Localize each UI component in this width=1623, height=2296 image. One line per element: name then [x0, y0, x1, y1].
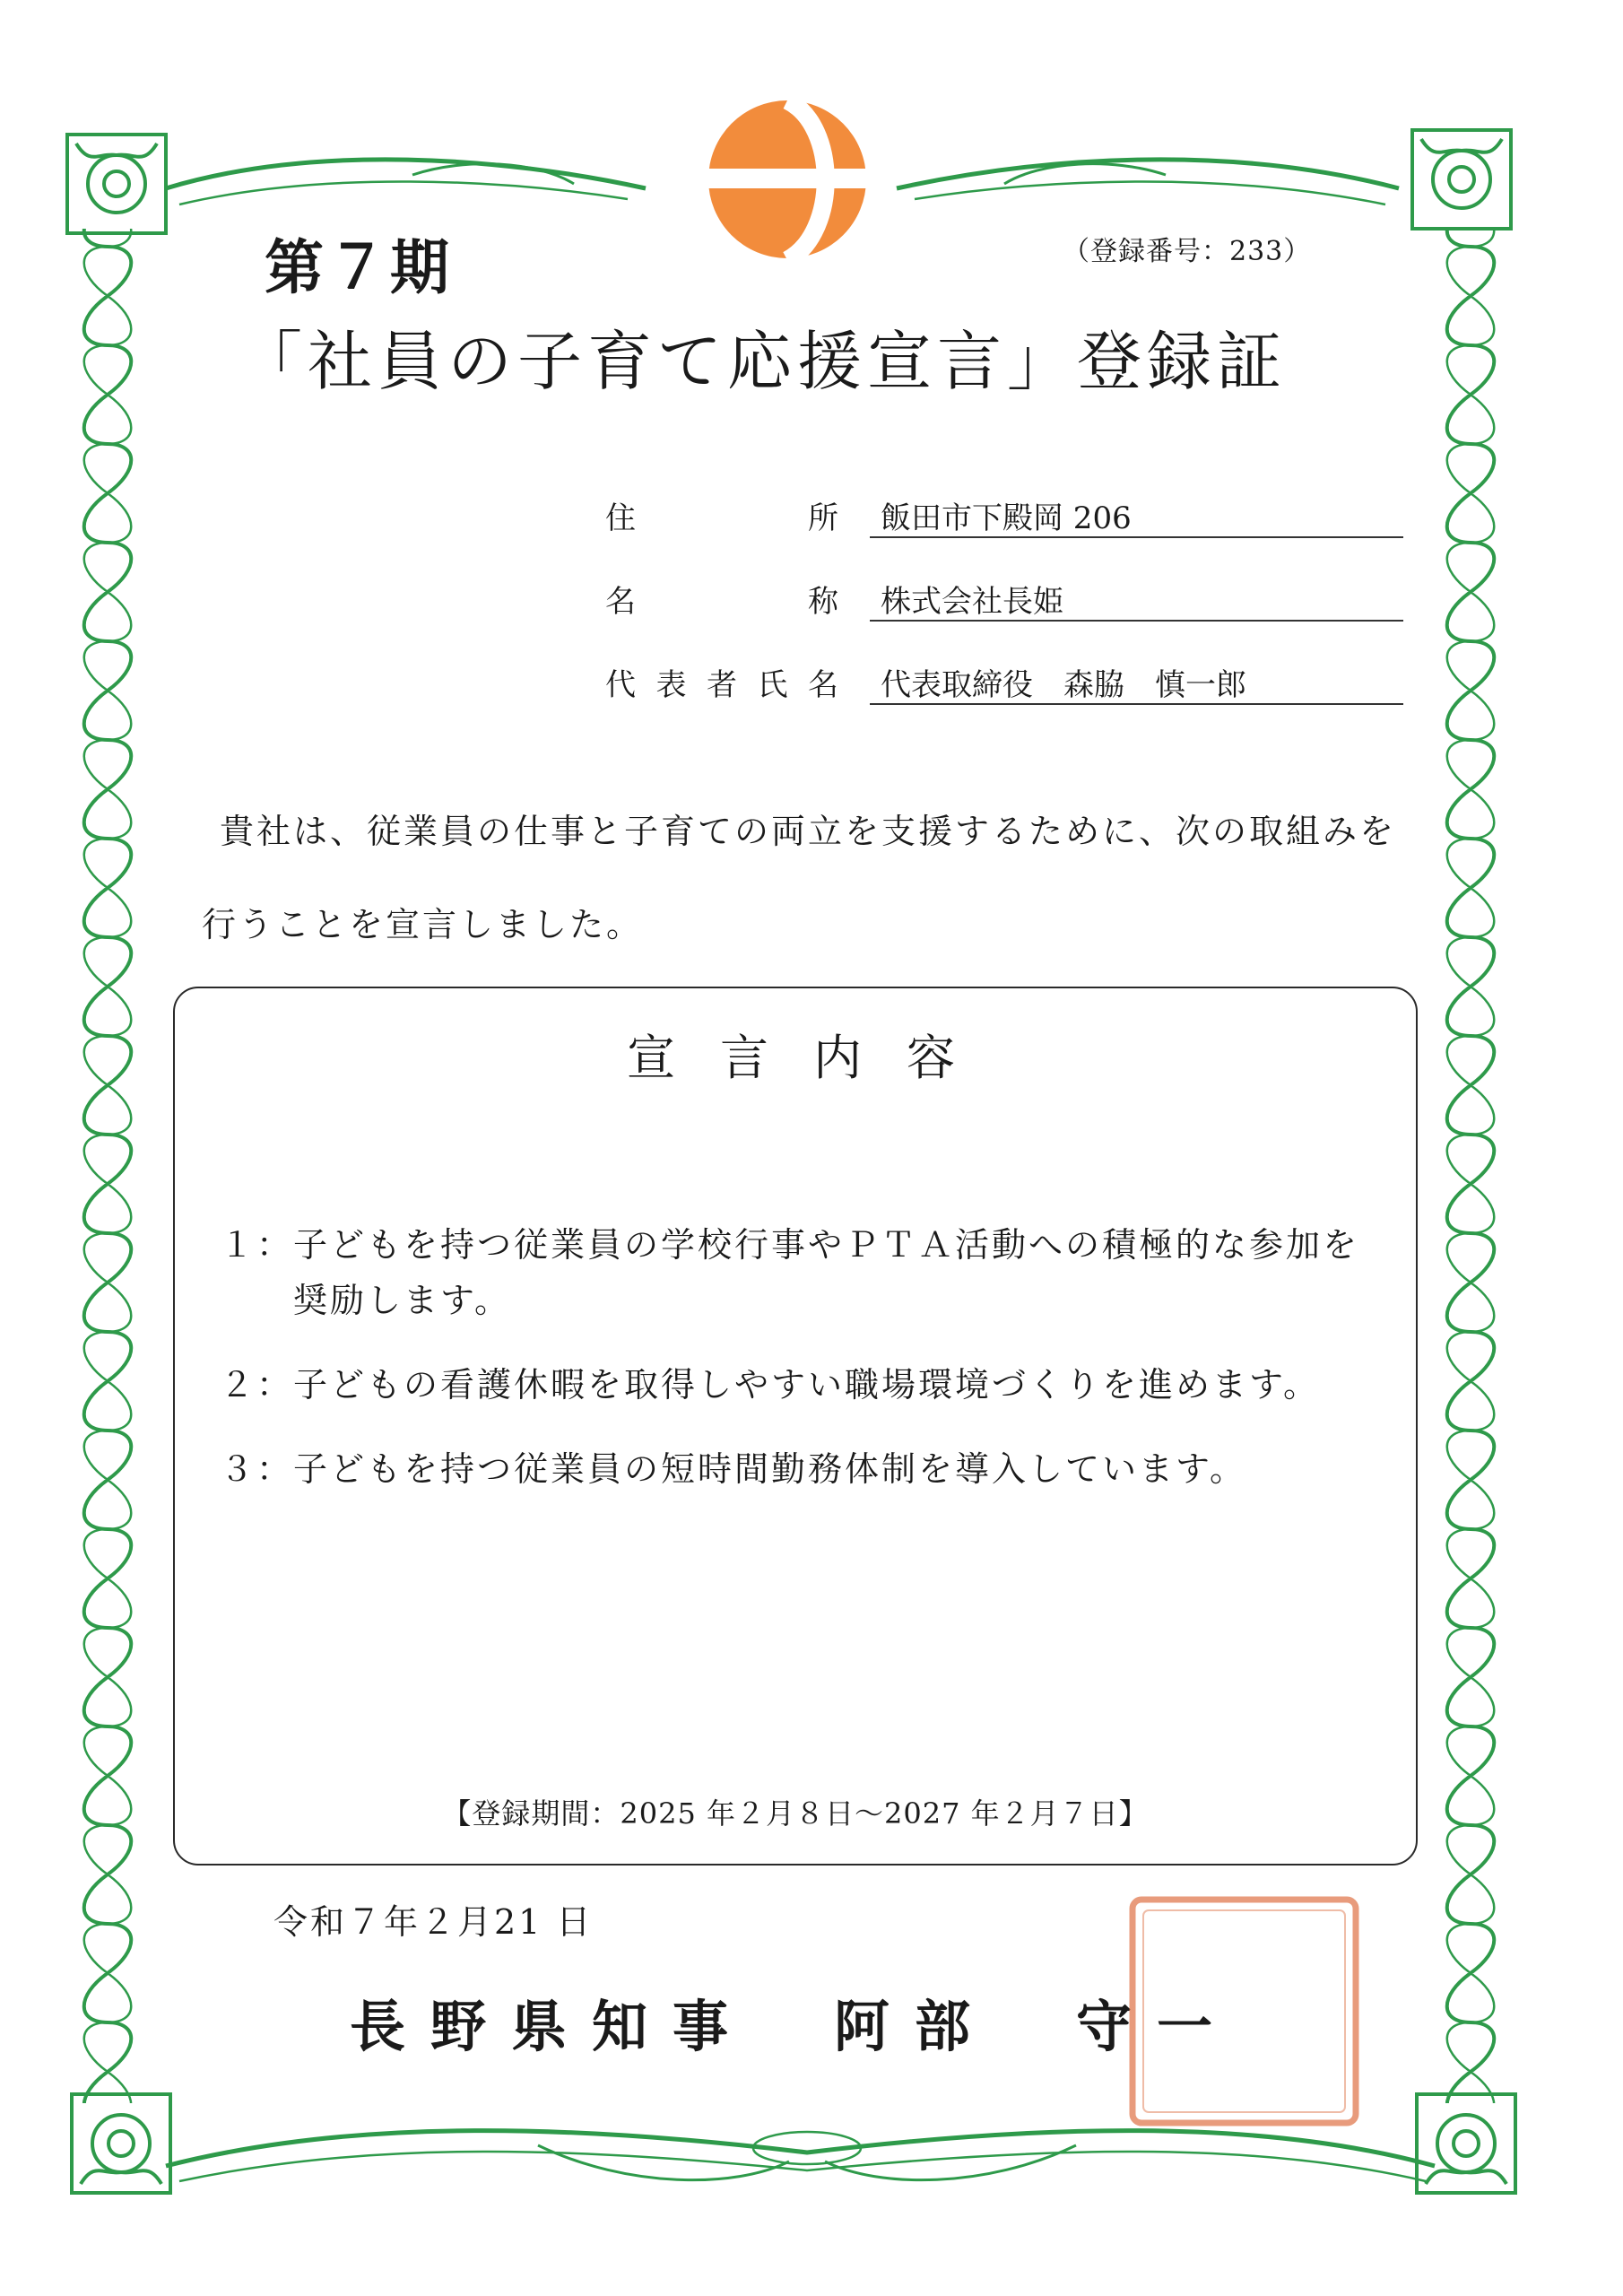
certificate-title: 「社員の子育て応援宣言」登録証: [238, 324, 1288, 399]
registration-period: 【登録期間：2025 年２月８日～2027 年２月７日】: [442, 1796, 1149, 1831]
corner-ornament-top-right: [1412, 130, 1511, 229]
address-value: 飯田市下殿岡 206: [870, 493, 1403, 538]
corner-ornament-bottom-left: [72, 2094, 170, 2193]
label-char: 住: [605, 500, 636, 536]
label-char: 氏: [757, 667, 788, 703]
declaration-heading: 宣言内容: [627, 1030, 1000, 1086]
item-text: 子どもを持つ従業員の学校行事やＰＴＡ活動への積極的な参加を奨励します。: [293, 1225, 1360, 1320]
item-text: 子どもの看護休暇を取得しやすい職場環境づくりを進めます。: [293, 1365, 1320, 1405]
declaration-item: [220, 1357, 1394, 1413]
label-char: 代: [605, 667, 636, 703]
label-char: 者: [707, 667, 737, 703]
official-seal-icon: [1125, 1892, 1363, 2130]
right-vine: [1444, 229, 1515, 2103]
declaration-list: [220, 1217, 1394, 1526]
representative-label: [605, 660, 838, 704]
label-char: 表: [655, 667, 687, 703]
registrant-info: [605, 493, 1403, 744]
period-label: 第７期: [265, 232, 453, 302]
prefecture-emblem-icon: [704, 100, 871, 260]
declaration-item: [220, 1441, 1394, 1497]
intro-text: 貴社は、従業員の仕事と子育ての両立を支援するために、次の取組みを行うことを宣言しました。: [202, 812, 1397, 944]
declaration-item: [220, 1217, 1394, 1328]
registration-number: （登録番号：233）: [1063, 236, 1312, 267]
representative-value: 代表取締役 森脇 慎一郎: [870, 660, 1403, 705]
name-row: [605, 577, 1403, 660]
item-number: ３：: [220, 1449, 294, 1489]
signer-name: 長野県知事 阿部 守一: [350, 1994, 1238, 2059]
left-vine: [65, 229, 136, 2103]
item-number: ２：: [220, 1365, 294, 1405]
item-number: １：: [220, 1225, 294, 1265]
label-char: 名: [808, 667, 838, 703]
bottom-swirl: [166, 2131, 1435, 2181]
company-name-value: 株式会社長姫: [870, 577, 1403, 622]
label-char: 称: [808, 584, 838, 620]
name-label: [605, 577, 838, 621]
address-row: [605, 493, 1403, 577]
label-char: 名: [605, 584, 636, 620]
address-label: [605, 493, 838, 537]
representative-row: [605, 660, 1403, 744]
corner-ornament-bottom-right: [1417, 2094, 1515, 2193]
corner-ornament-top-left: [67, 135, 166, 233]
item-text: 子どもを持つ従業員の短時間勤務体制を導入しています。: [293, 1449, 1246, 1489]
label-char: 所: [808, 500, 838, 536]
declaration-box: [173, 987, 1418, 1866]
issue-date: 令和７年２月21 日: [273, 1902, 594, 1942]
